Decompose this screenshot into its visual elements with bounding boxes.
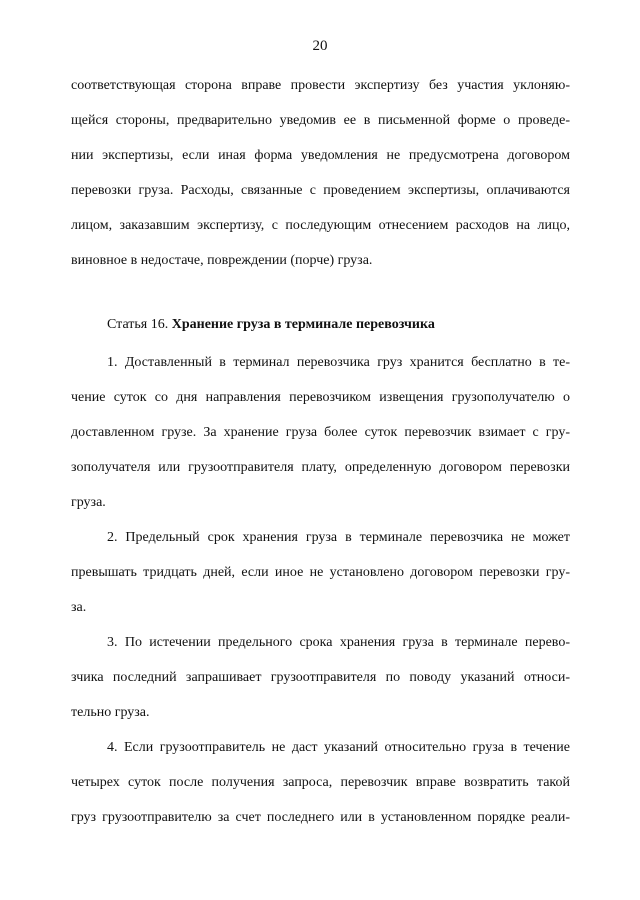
text-line: груза.: [71, 495, 106, 510]
text-line: 2. Предельный срок хранения груза в терминале перевозчика не может: [107, 530, 570, 545]
text-line: лицом, заказавшим экспертизу, с последующим отнесением расходов на лицо,: [71, 218, 570, 233]
text-line: щейся стороны, предварительно уведомив ее в письменной форме о проведе-: [71, 113, 570, 128]
text-line: перевозки груза. Расходы, связанные с проведением экспертизы, оплачиваются: [71, 183, 570, 198]
text-line: 3. По истечении предельного срока хранения груза в терминале перево-: [107, 635, 570, 650]
text-line: чение суток со дня направления перевозчиком извещения грузополучателю о: [71, 390, 570, 405]
text-line: 4. Если грузоотправитель не даст указаний относительно груза в течение: [107, 740, 570, 755]
text-line: 1. Доставленный в терминал перевозчика груз хранится бесплатно в те-: [107, 355, 570, 370]
text-line: четырех суток после получения запроса, перевозчик вправе возвратить такой: [71, 775, 570, 790]
text-line: доставленном грузе. За хранение груза более суток перевозчик взимает с гру-: [71, 425, 570, 440]
text-line: нии экспертизы, если иная форма уведомления не предусмотрена договором: [71, 148, 570, 163]
article-title: Хранение груза в терминале перевозчика: [171, 317, 435, 332]
text-line: соответствующая сторона вправе провести экспертизу без участия уклоняю-: [71, 78, 570, 93]
text-line: превышать тридцать дней, если иное не установлено договором перевозки гру-: [71, 565, 570, 580]
page-number: 20: [312, 38, 328, 54]
text-line: зополучателя или грузоотправителя плату, определенную договором перевозки: [71, 460, 570, 475]
article-prefix: Статья 16.: [107, 317, 172, 332]
text-line: тельно груза.: [71, 705, 150, 720]
article-heading: [107, 316, 435, 334]
text-line: зчика последний запрашивает грузоотправителя по поводу указаний относи-: [71, 670, 570, 685]
text-line: за.: [71, 600, 87, 615]
text-line: виновное в недостаче, повреждении (порче) груза.: [71, 253, 373, 268]
text-line: груз грузоотправителю за счет последнего или в установленном порядке реали-: [71, 810, 570, 825]
